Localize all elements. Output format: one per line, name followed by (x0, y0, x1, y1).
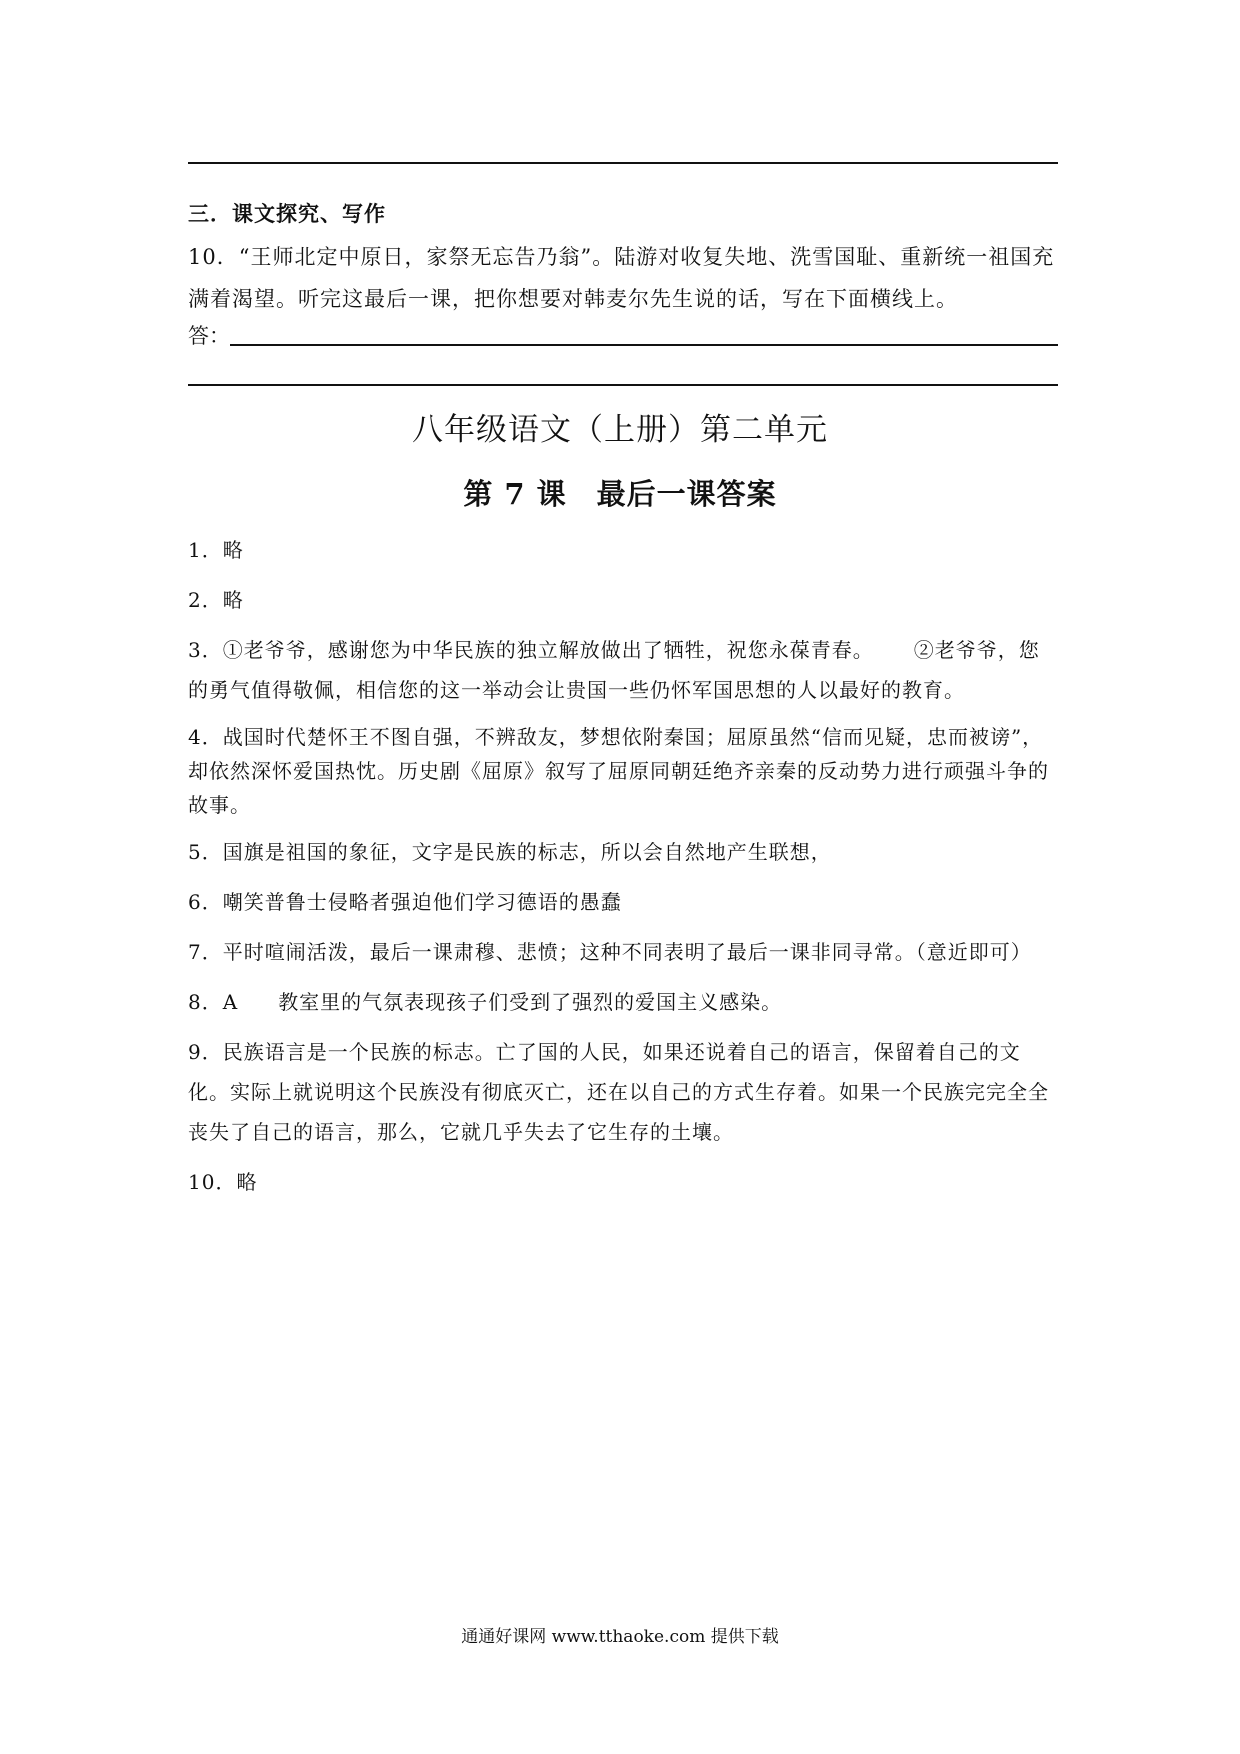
answer-text: 平时喧闹活泼，最后一课肃穆、悲愤；这种不同表明了最后一课非同寻常。（意近即可） (222, 940, 1032, 964)
answer-row (188, 318, 1058, 358)
question-10: 10．“王师北定中原日，家祭无忘告乃翁”。陆游对收复失地、洗雪国耻、重新统一祖国充满着渴望。听完这最后一课，把你想要对韩麦尔先生说的话，写在下面横线上。 (188, 245, 1055, 311)
answer-number: 5． (188, 840, 223, 864)
answer-text: 国旗是祖国的象征，文字是民族的标志，所以会自然地产生联想， (222, 840, 832, 864)
answer-number: 7． (188, 940, 223, 964)
answer-text: 战国时代楚怀王不图自强，不辨敌友，梦想依附秦国；屈原虽然“信而见疑，忠而被谤”，却依然深怀爱国热忱。历史剧《屈原》叙写了屈原同朝廷绝齐亲秦的反动势力进行顽强斗争的故事。 (188, 725, 1049, 817)
answer-item-4 (188, 720, 1058, 822)
answer-text: 略 (236, 1170, 258, 1194)
answer-number: 3． (188, 638, 223, 662)
answer-line (230, 344, 1058, 346)
answer-text: A (222, 990, 239, 1014)
answer-number: 1． (188, 538, 223, 562)
top-divider (188, 162, 1058, 164)
answer-item-7 (188, 932, 1058, 972)
answer-text: 嘲笑普鲁士侵略者强迫他们学习德语的愚蠢 (222, 890, 622, 914)
answer-text: 略 (222, 588, 244, 612)
answer-number: 6． (188, 890, 223, 914)
answer-item-10 (188, 1162, 1058, 1202)
answer-text-second: ②老爷爷，您的勇气值得敬佩，相信您的这一举动会让贵国一些仍怀军国思想的人以最好的教育。 (188, 638, 1040, 702)
answer-item-6 (188, 882, 1058, 922)
answer-text-second: 教室里的气氛表现孩子们受到了强烈的爱国主义感染。 (278, 990, 783, 1014)
answer-item-1 (188, 530, 1058, 570)
answer-text: ①老爷爷，感谢您为中华民族的独立解放做出了牺牲，祝您永葆青春。 (222, 638, 874, 662)
answer-item-3 (188, 630, 1058, 710)
answer-item-2 (188, 580, 1058, 620)
answer-number: 9． (188, 1040, 223, 1064)
answer-number: 10． (188, 1170, 237, 1194)
answer-list (188, 530, 1058, 1212)
answer-item-8 (188, 982, 1058, 1022)
answer-number: 4． (188, 725, 223, 749)
footer-credit: 通通好课网 www.tthaoke.com 提供下载 (461, 1627, 779, 1647)
answer-number: 2． (188, 588, 223, 612)
lesson-title: 第 7 课 最后一课答案 (463, 477, 777, 511)
answer-number: 8． (188, 990, 223, 1014)
answer-item-9 (188, 1032, 1058, 1152)
section-heading: 三．课文探究、写作 (188, 202, 386, 226)
section-divider (188, 384, 1058, 386)
answer-text: 民族语言是一个民族的标志。亡了国的人民，如果还说着自己的语言，保留着自己的文化。实际上就说明这个民族没有彻底灭亡，还在以自己的方式生存着。如果一个民族完完全全丧失了自己的语言，那么，它就几乎失去了它生存的土壤。 (188, 1040, 1049, 1144)
answer-text: 略 (222, 538, 244, 562)
answer-item-5 (188, 832, 1058, 872)
answer-label: 答： (188, 324, 230, 348)
unit-title: 八年级语文（上册）第二单元 (412, 412, 828, 448)
